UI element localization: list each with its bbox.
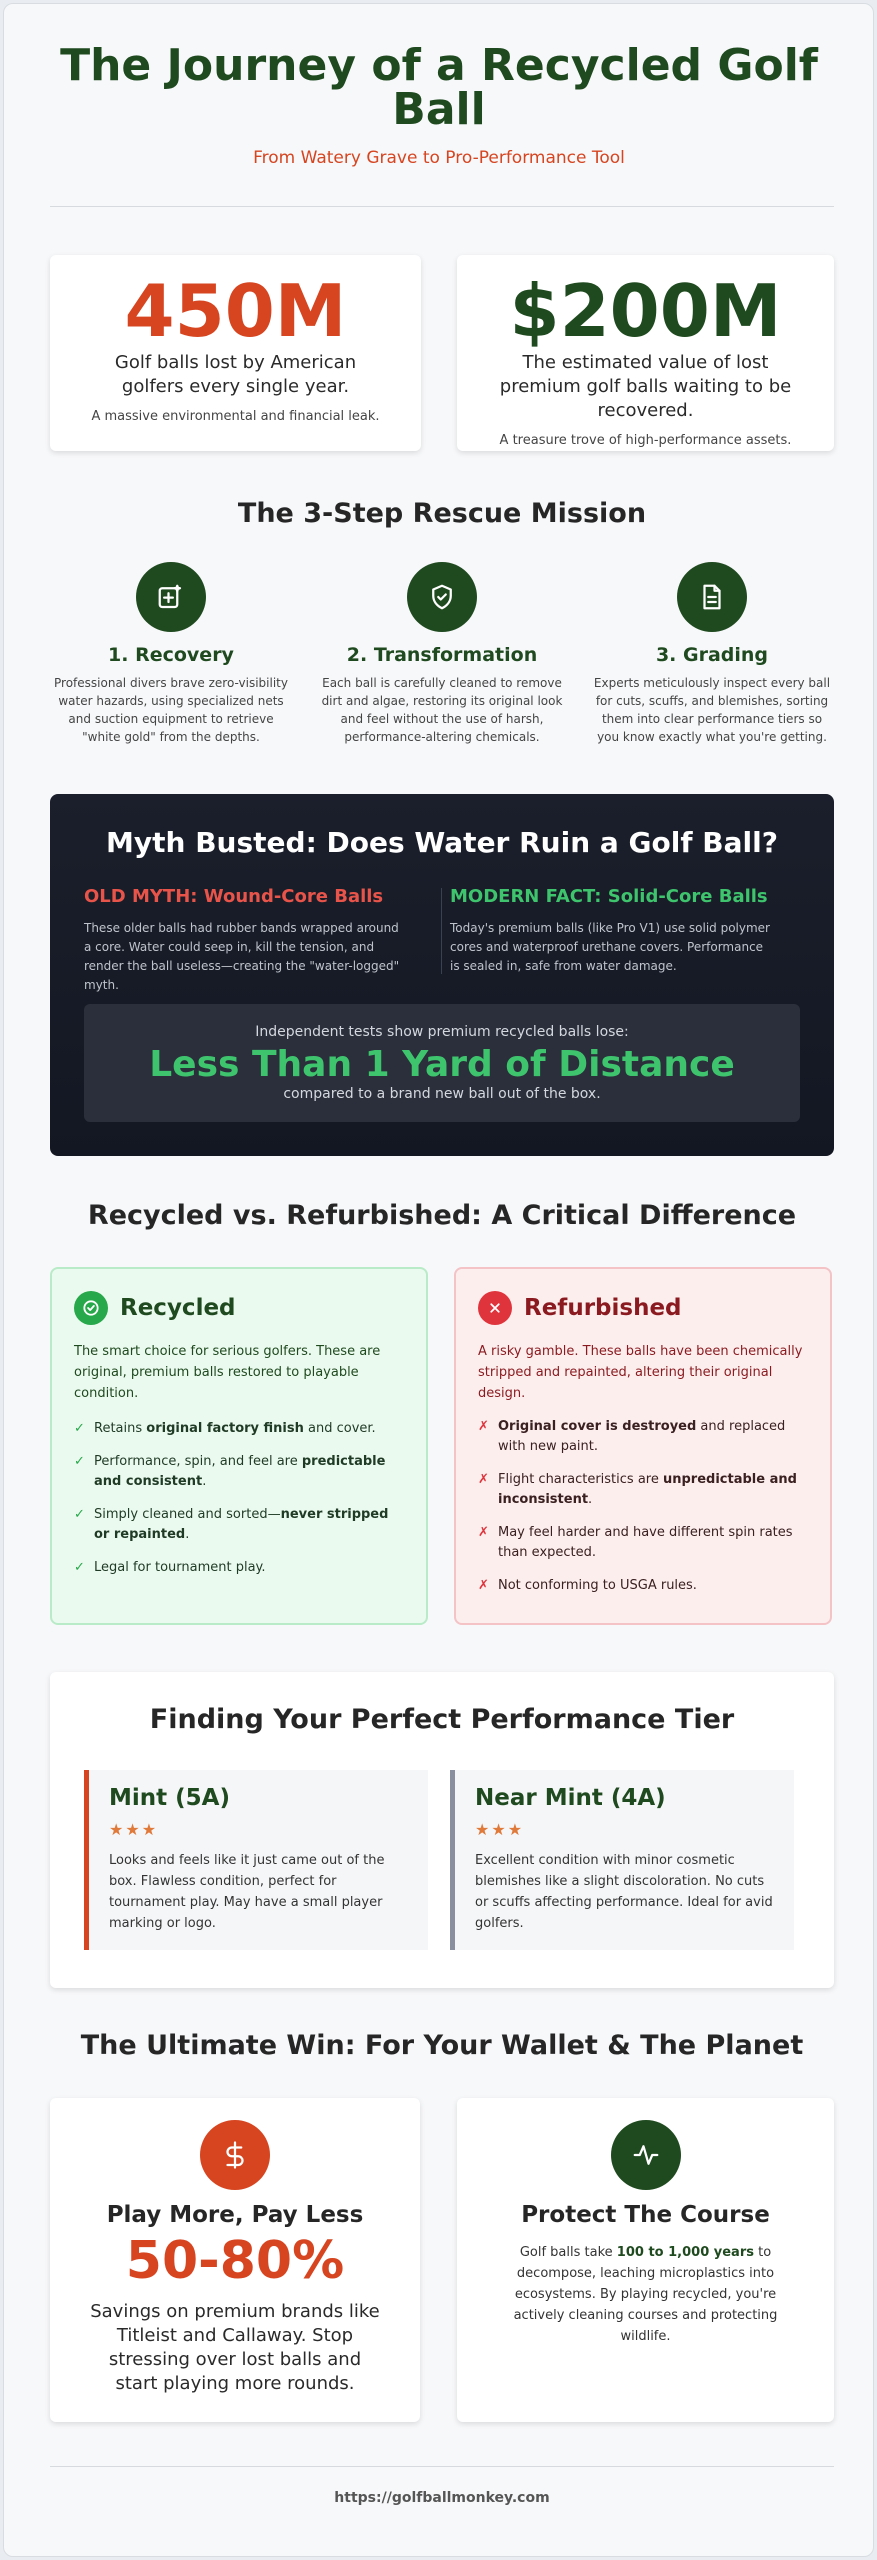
- result-main: Less Than 1 Yard of Distance: [149, 1044, 735, 1085]
- step-title: 1. Recovery: [108, 644, 234, 666]
- myth-new-text: Today's premium balls (like Pro V1) use solid polymer cores and waterproof urethane covers. Performance is sealed in, safe from water damage.: [450, 921, 770, 973]
- star-rating-icon: ★★★: [475, 1820, 525, 1839]
- win-title: The Ultimate Win: For Your Wallet & The Planet: [80, 2030, 804, 2061]
- myth-old: [84, 886, 404, 995]
- list-item: ✗ Not conforming to USGA rules.: [478, 1576, 812, 1596]
- myth-busted-panel: [50, 794, 834, 1156]
- page-subtitle: From Watery Grave to Pro-Performance Tool: [253, 148, 625, 168]
- tier-mint: [84, 1770, 428, 1950]
- tier-near-mint: [450, 1770, 794, 1950]
- recycled-title: Recycled: [120, 1295, 236, 1321]
- tier-desc: Excellent condition with minor cosmetic blemishes like a slight discoloration. No cuts or scuffs affecting performance. Ideal for avid golfers.: [475, 1853, 773, 1931]
- recycled-card: [50, 1267, 428, 1625]
- check-icon: ✓: [74, 1421, 85, 1436]
- myth-title: Myth Busted: Does Water Ruin a Golf Ball?: [106, 826, 778, 859]
- divider: [50, 206, 834, 207]
- distance-result-box: [84, 1004, 800, 1122]
- myth-old-text: These older balls had rubber bands wrapped around a core. Water could seep in, kill the tension, and render the ball useless—creating the "water-logged" myth.: [84, 921, 400, 992]
- check-icon: ✓: [74, 1454, 85, 1469]
- list-item: ✗ Original cover is destroyed and replaced with new paint.: [478, 1417, 812, 1457]
- page-title: The Journey of a Recycled Golf Ball: [60, 40, 818, 135]
- footer-link[interactable]: https://golfballmonkey.com: [334, 2490, 550, 2506]
- document-icon: [677, 562, 747, 632]
- step-text: Each ball is carefully cleaned to remove dirt and algae, restoring its original look and feel without the use of harsh, performance-altering chemicals.: [321, 676, 563, 744]
- list-item: ✗ Flight characteristics are unpredictable and inconsistent.: [478, 1470, 812, 1510]
- x-icon: ✗: [478, 1525, 489, 1540]
- recycled-intro: The smart choice for serious golfers. These are original, premium balls restored to playable condition.: [74, 1344, 381, 1401]
- recycled-list: [74, 1419, 408, 1591]
- list-item: ✗ May feel harder and have different spin rates than expected.: [478, 1523, 812, 1563]
- divider: [50, 2466, 834, 2467]
- tiers-card: [50, 1672, 834, 1988]
- wallet-title: Play More, Pay Less: [106, 2202, 364, 2228]
- compare-title: Recycled vs. Refurbished: A Critical Difference: [87, 1200, 797, 1231]
- tiers-title: Finding Your Perfect Performance Tier: [149, 1704, 735, 1735]
- stat-card-lost-balls: [50, 255, 421, 451]
- dollar-icon: [200, 2120, 270, 2190]
- stat-note: A treasure trove of high-performance assets.: [499, 433, 792, 448]
- stat-value: 450M: [124, 269, 347, 353]
- stat-value: $200M: [509, 269, 782, 353]
- list-item: ✓ Legal for tournament play.: [74, 1558, 408, 1578]
- list-item: ✓ Simply cleaned and sorted—never stripped or repainted.: [74, 1505, 408, 1545]
- infographic-page: [3, 3, 874, 2557]
- refurbished-list: [478, 1417, 812, 1609]
- planet-title: Protect The Course: [521, 2202, 770, 2228]
- step-transformation: [320, 562, 564, 746]
- step-title: 2. Transformation: [346, 644, 538, 666]
- list-item: ✓ Retains original factory finish and cover.: [74, 1419, 408, 1439]
- step-grading: [590, 562, 834, 746]
- myth-old-title: OLD MYTH: Wound-Core Balls: [84, 886, 384, 907]
- result-post: compared to a brand new ball out of the box.: [283, 1086, 601, 1102]
- x-icon: ✗: [478, 1472, 489, 1487]
- planet-text: Golf balls take 100 to 1,000 years to decompose, leaching microplastics into ecosystems. By playing recycled, you're actively cleaning courses and protecting wildlife.: [513, 2245, 778, 2344]
- step-title: 3. Grading: [655, 644, 769, 666]
- steps-title: The 3-Step Rescue Mission: [237, 498, 647, 529]
- tier-name: Mint (5A): [109, 1785, 230, 1811]
- refurbished-title: Refurbished: [524, 1295, 682, 1321]
- result-pre: Independent tests show premium recycled balls lose:: [255, 1024, 629, 1040]
- step-recovery: [49, 562, 293, 746]
- step-text: Experts meticulously inspect every ball for cuts, scuffs, and blemishes, sorting them into clear performance tiers so you know exactly what you're getting.: [593, 676, 831, 744]
- myth-divider: [441, 888, 442, 974]
- x-icon: ✗: [478, 1419, 489, 1434]
- step-text: Professional divers brave zero-visibility water hazards, using specialized nets and suction equipment to retrieve "white gold" from the depths.: [54, 676, 288, 744]
- refurbished-intro: A risky gamble. These balls have been chemically stripped and repainted, altering their original design.: [478, 1344, 803, 1401]
- stat-card-value: [457, 255, 834, 451]
- recovery-icon: [136, 562, 206, 632]
- x-circle-icon: [478, 1291, 512, 1325]
- activity-pulse-icon: [611, 2120, 681, 2190]
- wallet-card: [50, 2098, 420, 2422]
- check-icon: ✓: [74, 1507, 85, 1522]
- myth-new: [450, 886, 770, 976]
- star-rating-icon: ★★★: [109, 1820, 159, 1839]
- myth-new-title: MODERN FACT: Solid-Core Balls: [450, 886, 768, 907]
- planet-card: [457, 2098, 834, 2422]
- tier-desc: Looks and feels like it just came out of the box. Flawless condition, perfect for tournament play. May have a small player marking or logo.: [109, 1853, 385, 1931]
- x-icon: ✗: [478, 1578, 489, 1593]
- savings-value: 50-80%: [125, 2231, 345, 2291]
- stat-note: A massive environmental and financial leak.: [91, 409, 380, 424]
- list-item: ✓ Performance, spin, and feel are predictable and consistent.: [74, 1452, 408, 1492]
- stat-text: Golf balls lost by American golfers every single year.: [114, 352, 357, 397]
- refurbished-card: [454, 1267, 832, 1625]
- check-circle-icon: [74, 1291, 108, 1325]
- tier-name: Near Mint (4A): [475, 1785, 666, 1811]
- check-icon: ✓: [74, 1560, 85, 1575]
- stat-text: The estimated value of lost premium golf balls waiting to be recovered.: [499, 352, 792, 421]
- shield-check-icon: [407, 562, 477, 632]
- wallet-text: Savings on premium brands like Titleist and Callaway. Stop stressing over lost balls and start playing more rounds.: [90, 2301, 380, 2394]
